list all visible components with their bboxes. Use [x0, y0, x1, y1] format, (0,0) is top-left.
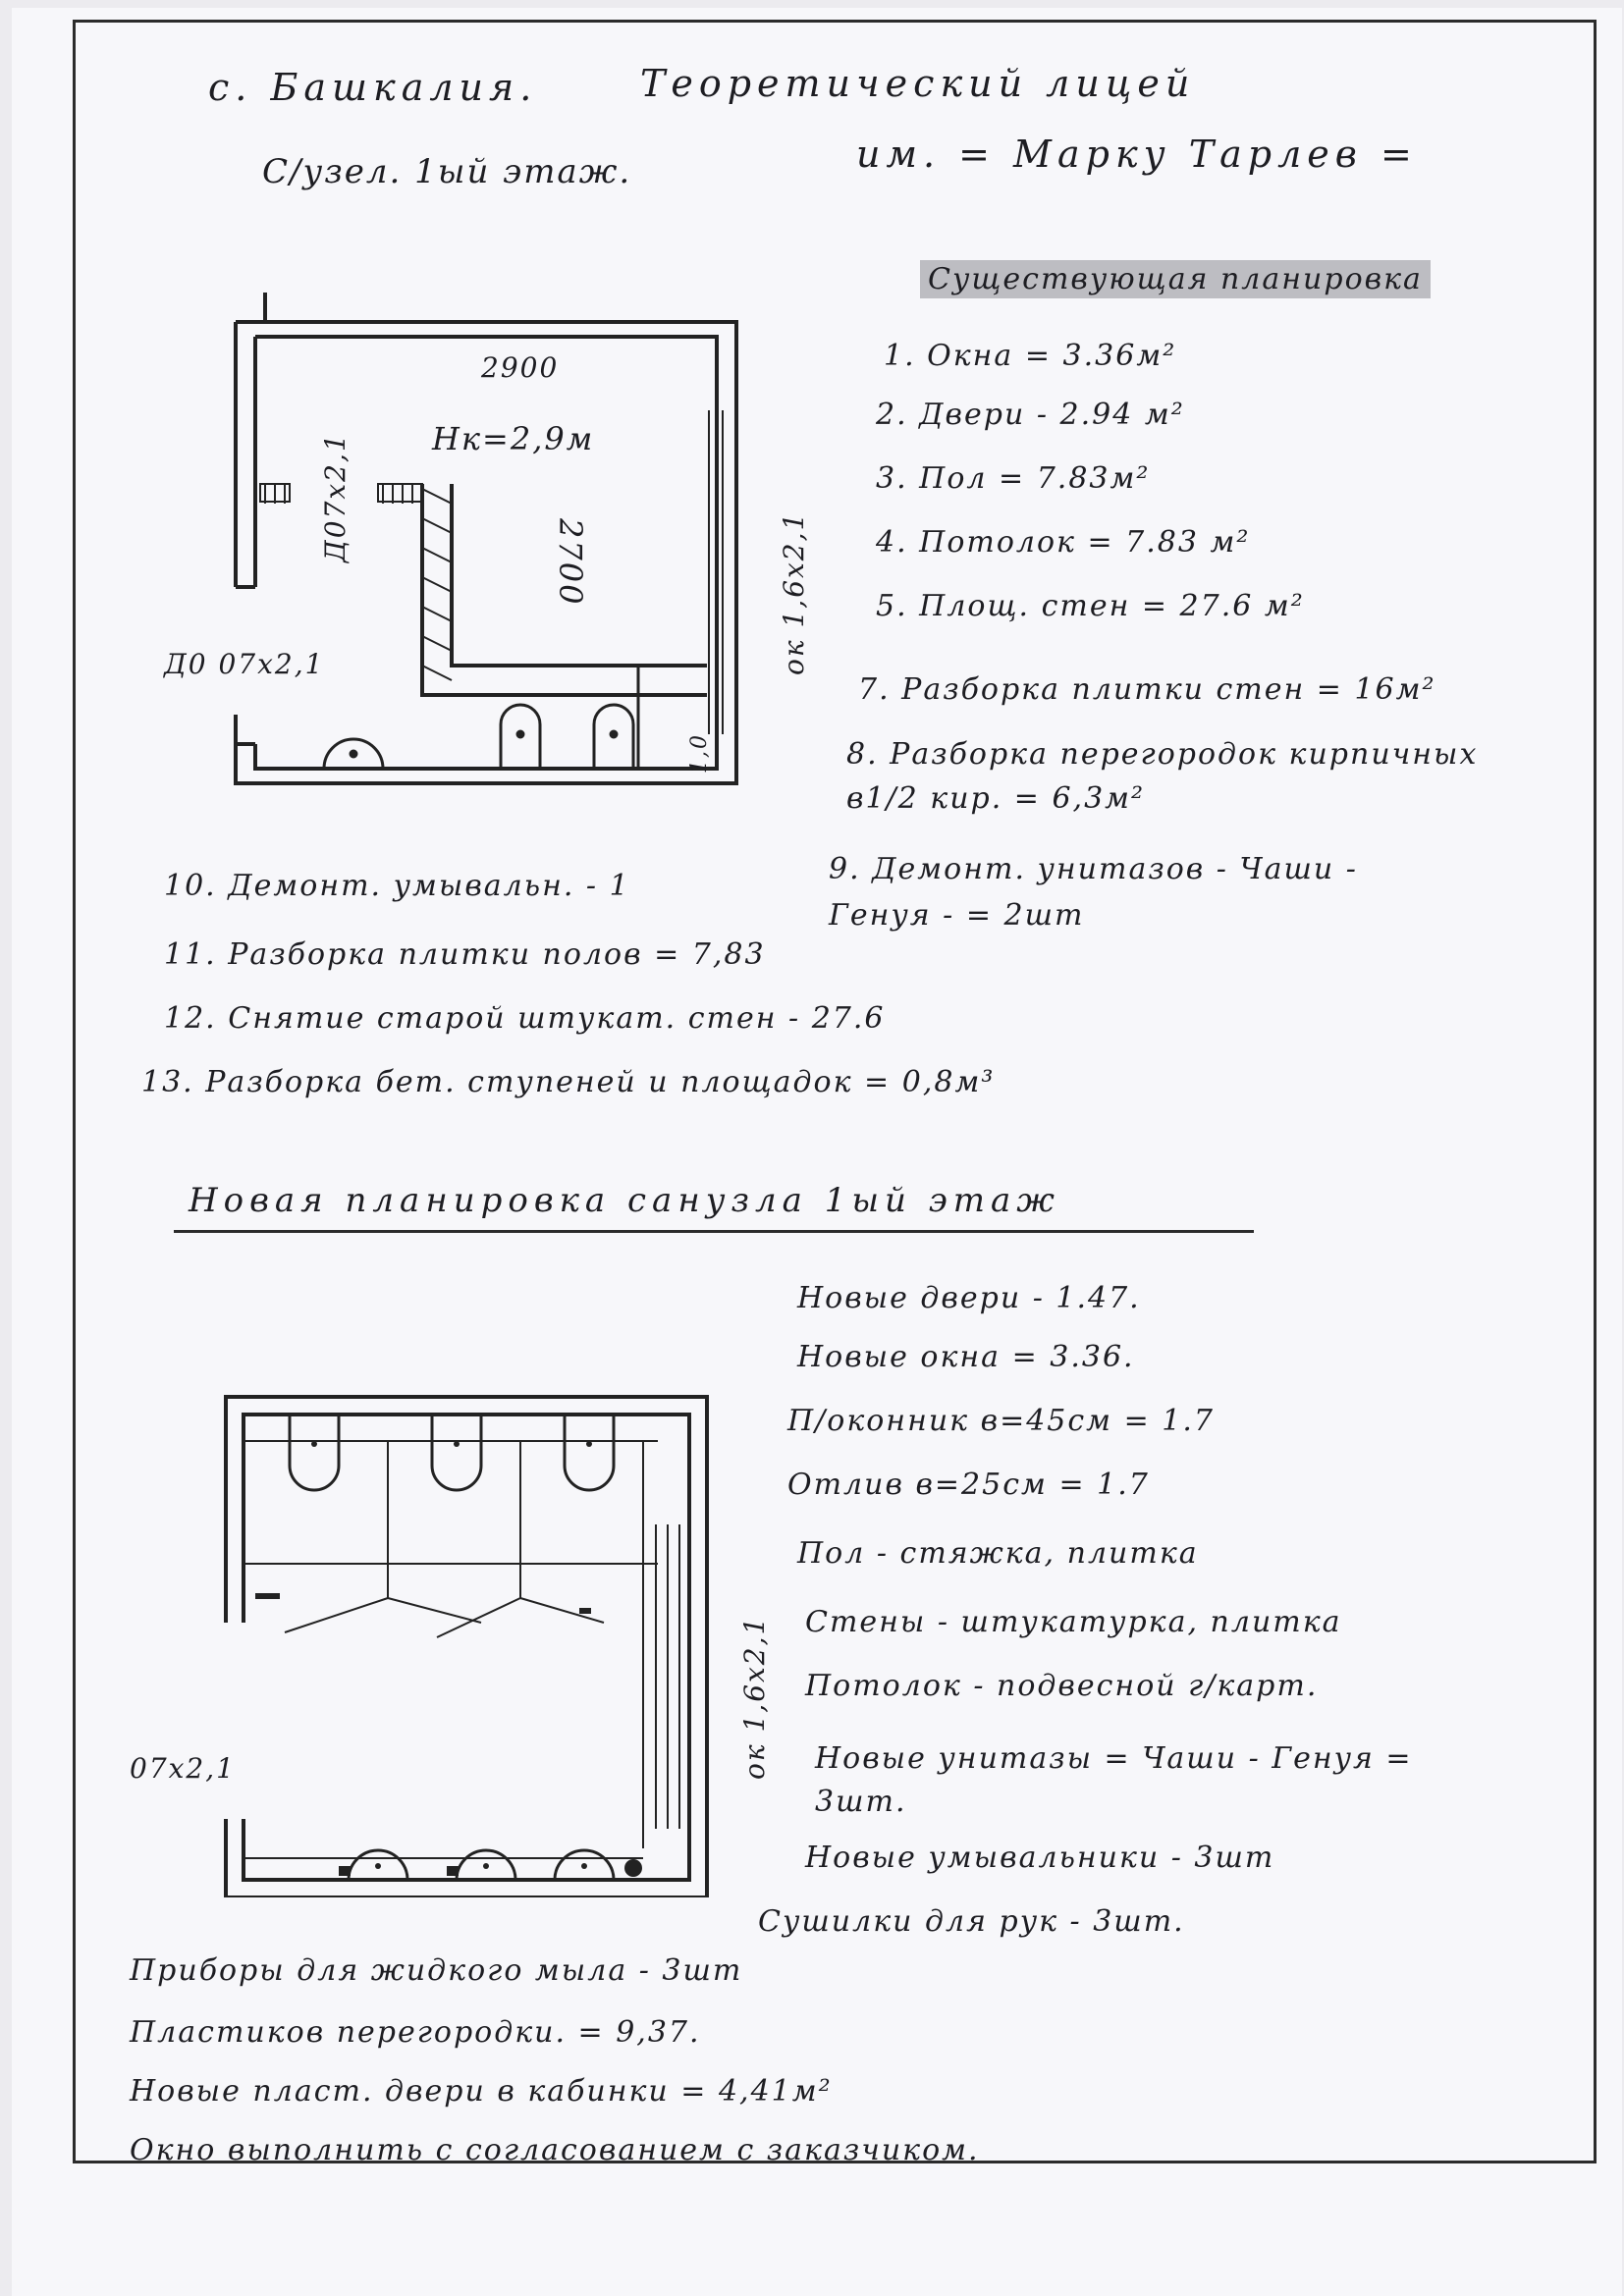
- existing-item-3: 3. Пол = 7.83м²: [876, 461, 1151, 496]
- footer-note-4: Окно выполнить с согласованием с заказчиком.: [130, 2133, 980, 2167]
- school-namesake: им. = Марку Тарлев =: [856, 133, 1418, 176]
- new-plan-drawing: [216, 1387, 717, 1897]
- new-door-label: 07х2,1: [130, 1752, 236, 1785]
- new-item-drip: Отлив в=25см = 1.7: [787, 1468, 1150, 1502]
- footer-note-3: Новые пласт. двери в кабинки = 4,41м²: [130, 2074, 833, 2109]
- existing-item-2: 2. Двери - 2.94 м²: [876, 398, 1185, 432]
- existing-item-12: 12. Снятие старой штукат. стен - 27.6: [164, 1001, 886, 1036]
- existing-height-dim: 2700: [552, 518, 589, 607]
- existing-item-11: 11. Разборка плитки полов = 7,83: [164, 937, 766, 972]
- existing-window-label: ок 1,6х2,1: [778, 510, 810, 675]
- existing-width-dim: 2900: [481, 351, 560, 384]
- existing-floor-plan: [226, 293, 776, 803]
- new-window-label: ок 1,6х2,1: [738, 1615, 771, 1780]
- existing-item-9: 9. Демонт. унитазов - Чаши - Генуя - = 2шт: [829, 852, 1358, 933]
- existing-item-13: 13. Разборка бет. ступеней и площадок = 0,8м³: [141, 1065, 996, 1099]
- village-name: с. Башкалия.: [208, 66, 538, 109]
- new-item-toilets: Новые унитазы = Чаши - Генуя = 3шт.: [815, 1741, 1413, 1819]
- new-plan-title: Новая планировка санузла 1ый этаж: [189, 1181, 1060, 1220]
- existing-ceiling-height: Hк=2,9м: [432, 420, 595, 457]
- existing-item-10: 10. Демонт. умывальн. - 1: [164, 869, 630, 903]
- new-item-walls: Стены - штукатурка, плитка: [805, 1605, 1342, 1639]
- existing-plan-title: Существующая планировка: [920, 265, 1431, 294]
- new-item-dryers: Сушилки для рук - 3шт.: [758, 1904, 1185, 1939]
- scanned-sheet: [12, 8, 1622, 2296]
- existing-item-7: 7. Разборка плитки стен = 16м²: [858, 672, 1436, 707]
- existing-item-8: 8. Разборка перегородок кирпичных в1/2 кир. = 6,3м²: [846, 737, 1479, 816]
- new-floor-plan: [216, 1387, 717, 1897]
- footer-note-2: Пластиков перегородки. = 9,37.: [130, 2015, 701, 2050]
- footer-note-1: Приборы для жидкого мыла - 3шт: [130, 1953, 743, 1988]
- new-item-floor: Пол - стяжка, плитка: [797, 1536, 1199, 1571]
- existing-item-1: 1. Окна = 3.36м²: [884, 339, 1177, 373]
- existing-item-5: 5. Площ. стен = 27.6 м²: [876, 589, 1305, 623]
- room-label: С/узел. 1ый этаж.: [262, 152, 632, 191]
- title-underline: [174, 1230, 1254, 1233]
- existing-outer-door-label: Д0 07х2,1: [164, 648, 325, 680]
- new-item-doors: Новые двери - 1.47.: [797, 1281, 1141, 1315]
- existing-item-4: 4. Потолок = 7.83 м²: [876, 525, 1251, 560]
- new-item-windows: Новые окна = 3.36.: [797, 1340, 1135, 1374]
- new-item-sinks: Новые умывальники - 3шт: [805, 1841, 1275, 1875]
- existing-inner-door-label: Д07х2,1: [319, 432, 352, 562]
- school-name: Теоретический лицей: [640, 62, 1196, 105]
- existing-partition-dim: 1,0: [687, 733, 712, 774]
- new-item-ceiling: Потолок - подвесной г/карт.: [805, 1669, 1319, 1703]
- new-item-sill: П/оконник в=45см = 1.7: [787, 1404, 1215, 1438]
